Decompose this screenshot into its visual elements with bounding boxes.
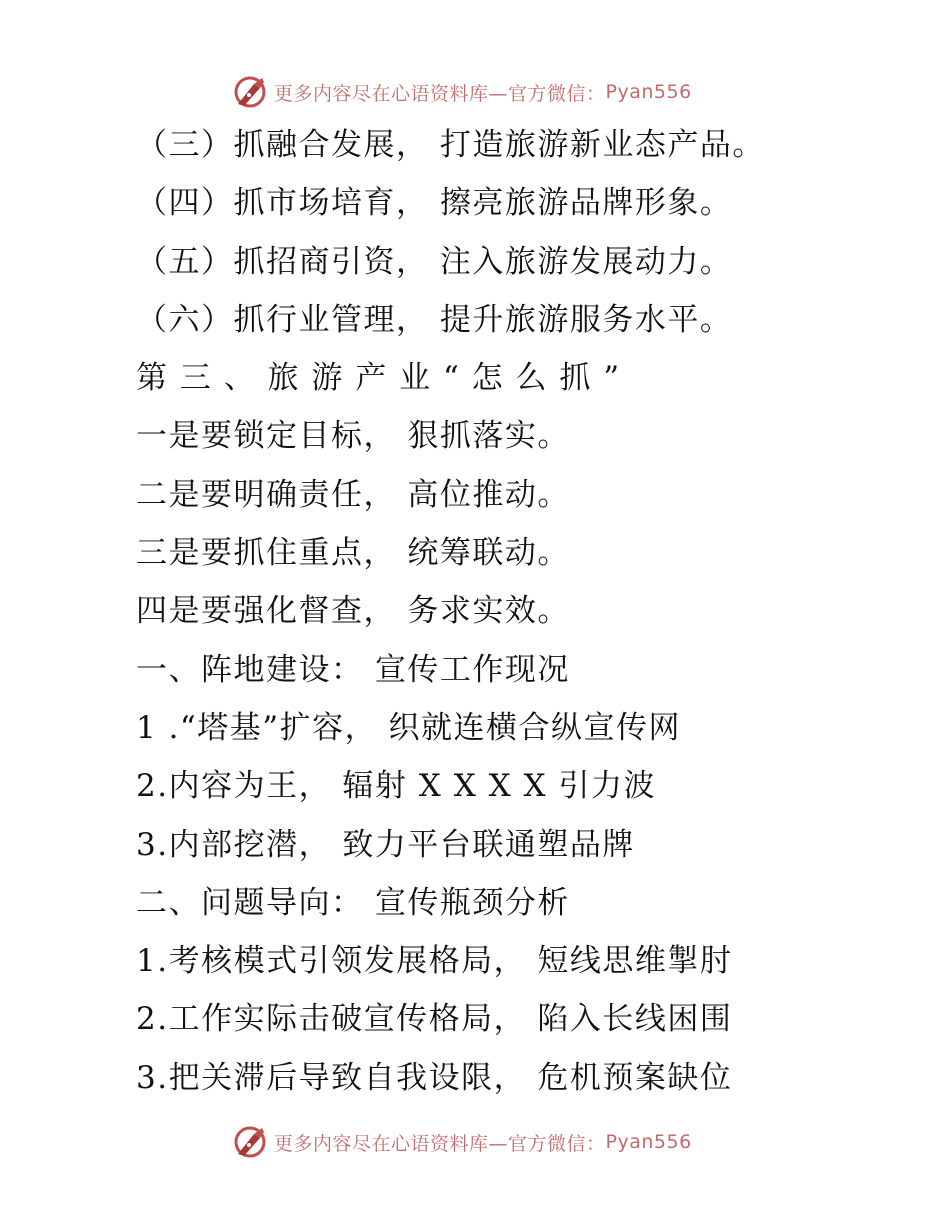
footer-watermark [232, 1122, 692, 1162]
text-line: （五）抓招商引资， 注入旅游发展动力。 [136, 243, 733, 280]
text-line: 3.内部挖潜， 致力平台联通塑品牌 [136, 826, 635, 863]
document-body [136, 116, 896, 1107]
text-line: 一是要锁定目标， 狠抓落实。 [136, 418, 570, 455]
section-heading: 二、问题导向： 宣传瓶颈分析 [136, 884, 570, 921]
text-line: 1 .“塔基”扩容， 织就连横合纵宣传网 [136, 709, 681, 746]
text-line: （三）抓融合发展， 打造旅游新业态产品。 [136, 127, 765, 163]
watermark-brand: Pyan556 [605, 1131, 692, 1153]
section-heading: 一、阵地建设： 宣传工作现况 [136, 651, 570, 688]
text-line: （四）抓市场培育， 擦亮旅游品牌形象。 [136, 185, 733, 222]
text-line: 2.内容为王， 辐射 X X X X 引力波 [136, 768, 656, 805]
text-line: 1.考核模式引领发展格局， 短线思维掣肘 [136, 943, 733, 980]
text-line: 三是要抓住重点， 统筹联动。 [136, 535, 570, 572]
text-line: 3.把关滞后导致自我设限， 危机预案缺位 [136, 1059, 733, 1096]
pen-nib-circle-icon [232, 1124, 268, 1160]
text-line: 四是要强化督查， 务求实效。 [136, 593, 570, 630]
text-line: （六）抓行业管理， 提升旅游服务水平。 [136, 301, 733, 338]
section-heading: 第 三 、 旅 游 产 业 “ 怎 么 抓 ” [136, 360, 621, 397]
text-line: 二是要明确责任， 高位推动。 [136, 476, 570, 513]
watermark-text: 更多内容尽在心语资料库—官方微信： [274, 82, 606, 105]
pen-nib-circle-icon [232, 74, 268, 110]
watermark-text: 更多内容尽在心语资料库—官方微信： [274, 1132, 606, 1155]
header-watermark [232, 72, 692, 112]
watermark-brand: Pyan556 [605, 81, 692, 103]
text-line: 2.工作实际击破宣传格局， 陷入长线困围 [136, 1001, 733, 1038]
